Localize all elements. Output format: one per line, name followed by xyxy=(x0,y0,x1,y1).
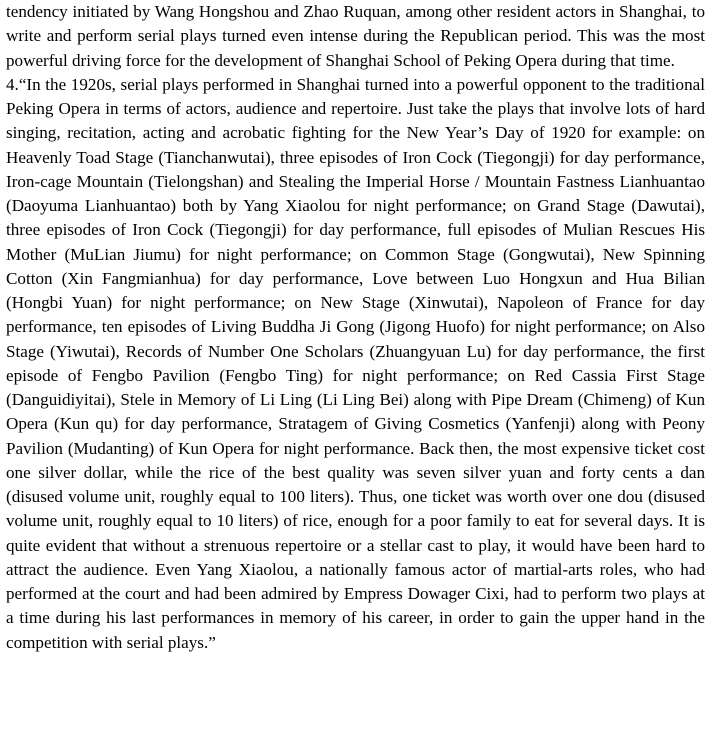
paragraph-note-4: 4.“In the 1920s, serial plays performed in Shanghai turned into a powerful opponent to the traditional Peking Opera in terms of actors, audience and repertoire. Just take the plays that involve lots of hard singing, recitation, acting and acrobatic fighting for the New Year’s Day of 1920 for example: on Heavenly Toad Stage (Tianchanwutai), three episodes of Iron Cock (Tiegongji) for day performance, Iron-cage Mountain (Tielongshan) and Stealing the Imperial Horse / Mountain Fastness Lianhuantao (Daoyuma Lianhuantao) both by Yang Xiaolou for night performance; on Grand Stage (Dawutai), three episodes of Iron Cock (Tiegongji) for day performance, full episodes of Mulian Rescues His Mother (MuLian Jiumu) for night performance; on Common Stage (Gongwutai), New Spinning Cotton (Xin Fangmianhua) for day performance, Love between Luo Hongxun and Hua Bilian (Hongbi Yuan) for night performance; on New Stage (Xinwutai), Napoleon of France for day performance, ten episodes of Living Buddha Ji Gong (Jigong Huofo) for night performance; on Also Stage (Yiwutai), Records of Number One Scholars (Zhuangyuan Lu) for day performance, the first episode of Fengbo Pavilion (Fengbo Ting) for night performance; on Red Cassia First Stage (Danguidiyitai), Stele in Memory of Li Ling (Li Ling Bei) along with Pipe Dream (Chimeng) of Kun Opera (Kun qu) for day performance, Stratagem of Giving Cosmetics (Yanfenji) along with Peony Pavilion (Mudanting) of Kun Opera for night performance. Back then, the most expensive ticket cost one silver dollar, while the rice of the best quality was seven silver yuan and forty cents a dan (disused volume unit, roughly equal to 100 liters). Thus, one ticket was worth over one dou (disused volume unit, roughly equal to 10 liters) of rice, enough for a poor family to eat for several days. It is quite evident that without a strenuous repertoire or a stellar cast to play, it would have been hard to attract the audience. Even Yang Xiaolou, a nationally famous actor of martial-arts roles, who had performed at the court and had been admired by Empress Dowager Cixi, had to perform two plays at a time during his last performances in memory of his career, in order to gain the upper hand in the competition with serial plays.” xyxy=(6,74,705,652)
paragraph-continuation: tendency initiated by Wang Hongshou and Zhao Ruquan, among other resident actors in Shanghai, to write and perform serial plays turned even intense during the Republican period. This was the most powerful driving force for the development of Shanghai School of Peking Opera during that time. xyxy=(6,2,705,70)
